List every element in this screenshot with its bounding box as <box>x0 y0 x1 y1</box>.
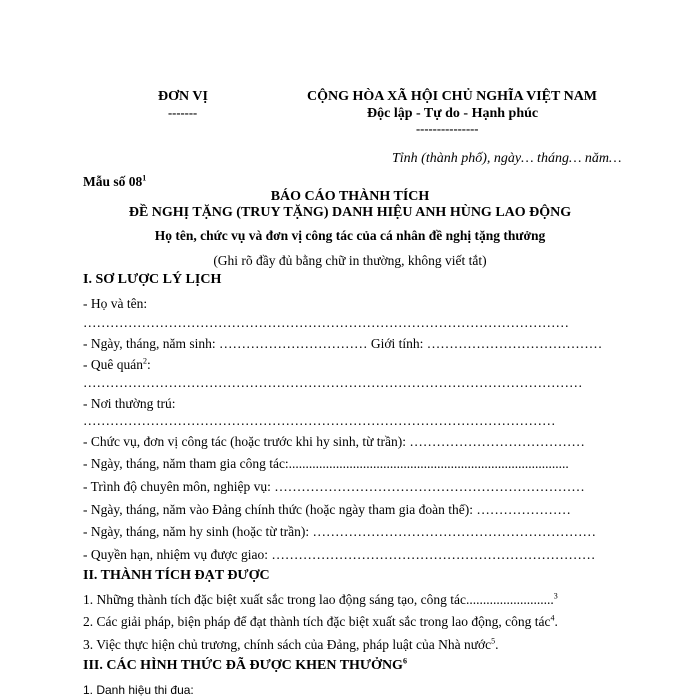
party-line: - Ngày, tháng, năm vào Đảng chính thức (hoặc ngày tham gia đoàn thể): ………………… <box>83 502 571 517</box>
motto-divider: --------------- <box>416 122 479 136</box>
name-fill-line: ……………………………………………………………………………………………… <box>83 315 569 330</box>
section-1-heading: I. SƠ LƯỢC LÝ LỊCH <box>83 272 222 287</box>
hometown-label <box>83 357 151 373</box>
achievement-item-3-text: 3. Việc thực hiện chủ trương, chính sách của Đảng, pháp luật của Nhà nước <box>83 637 492 652</box>
place-date: Tỉnh (thành phố), ngày… tháng… năm… <box>392 151 622 166</box>
footnote-marker: 1 <box>142 173 147 183</box>
achievement-item-2-end: . <box>554 614 558 629</box>
position-line: - Chức vụ, đơn vị công tác (hoặc trước khi hy sinh, từ trần): ………………………………… <box>83 434 585 449</box>
work-start-line: - Ngày, tháng, năm tham gia công tác:................................................................................... <box>83 456 569 471</box>
section-3-heading-text: III. CÁC HÌNH THỨC ĐÃ ĐƯỢC KHEN THƯỞNG <box>83 658 403 673</box>
achievement-item-3-end: . <box>495 637 499 652</box>
hometown-fill-line: ………………………………………………………………………………………………… <box>83 375 583 390</box>
duties-line: - Quyền hạn, nhiệm vụ được giao: ……………………………………………………………… <box>83 547 596 562</box>
achievement-item-1-text: 1. Những thành tích đặc biệt xuất sắc trong lao động sáng tạo, công tác.......................... <box>83 592 554 607</box>
report-title: BÁO CÁO THÀNH TÍCH <box>270 189 430 204</box>
dob-gender-line: - Ngày, tháng, năm sinh: …………………………… Giới tính: ………………………………… <box>83 336 603 351</box>
footnote-marker: 4 <box>550 613 555 623</box>
republic-heading: CỘNG HÒA XÃ HỘI CHỦ NGHĨA VIỆT NAM <box>307 89 598 104</box>
form-number-text: Mẫu số 08 <box>83 174 143 189</box>
section-2-heading: II. THÀNH TÍCH ĐẠT ĐƯỢC <box>83 568 270 583</box>
motto: Độc lập - Tự do - Hạnh phúc <box>367 106 539 121</box>
footnote-marker: 5 <box>491 636 496 646</box>
death-line: - Ngày, tháng, năm hy sinh (hoặc từ trần): ……………………………………………………… <box>83 524 597 539</box>
achievement-item-3 <box>83 637 499 653</box>
residence-fill-line: …………………………………………………………………………………………… <box>83 413 556 428</box>
section-3-heading <box>83 658 407 674</box>
form-number <box>83 174 146 190</box>
qualification-line: - Trình độ chuyên môn, nghiệp vụ: …………………………………………………………… <box>83 479 585 494</box>
hometown-label-text: - Quê quán <box>83 357 143 372</box>
footnote-marker: 6 <box>402 656 407 666</box>
achievement-item-2 <box>83 614 558 630</box>
writing-instruction: (Ghi rõ đầy đủ bằng chữ in thường, không viết tắt) <box>213 253 487 268</box>
footnote-marker: 3 <box>553 591 558 601</box>
achievement-item-1 <box>83 592 558 608</box>
hometown-colon: : <box>146 357 151 372</box>
unit-label: ĐƠN VỊ <box>158 89 208 104</box>
achievement-item-2-text: 2. Các giải pháp, biện pháp để đạt thành tích đặc biệt xuất sắc trong lao động, công tác <box>83 614 551 629</box>
name-label: - Họ và tên: <box>83 296 148 311</box>
footnote-marker: 2 <box>142 356 147 366</box>
residence-label: - Nơi thường trú: <box>83 396 176 411</box>
unit-divider: ------- <box>168 106 198 120</box>
award-item-1: 1. Danh hiệu thi đua: <box>83 683 194 697</box>
report-subtitle: ĐỀ NGHỊ TẶNG (TRUY TẶNG) DANH HIỆU ANH HÙNG LAO ĐỘNG <box>128 205 572 220</box>
nominee-caption: Họ tên, chức vụ và đơn vị công tác của cá nhân đề nghị tặng thưởng <box>154 228 546 243</box>
